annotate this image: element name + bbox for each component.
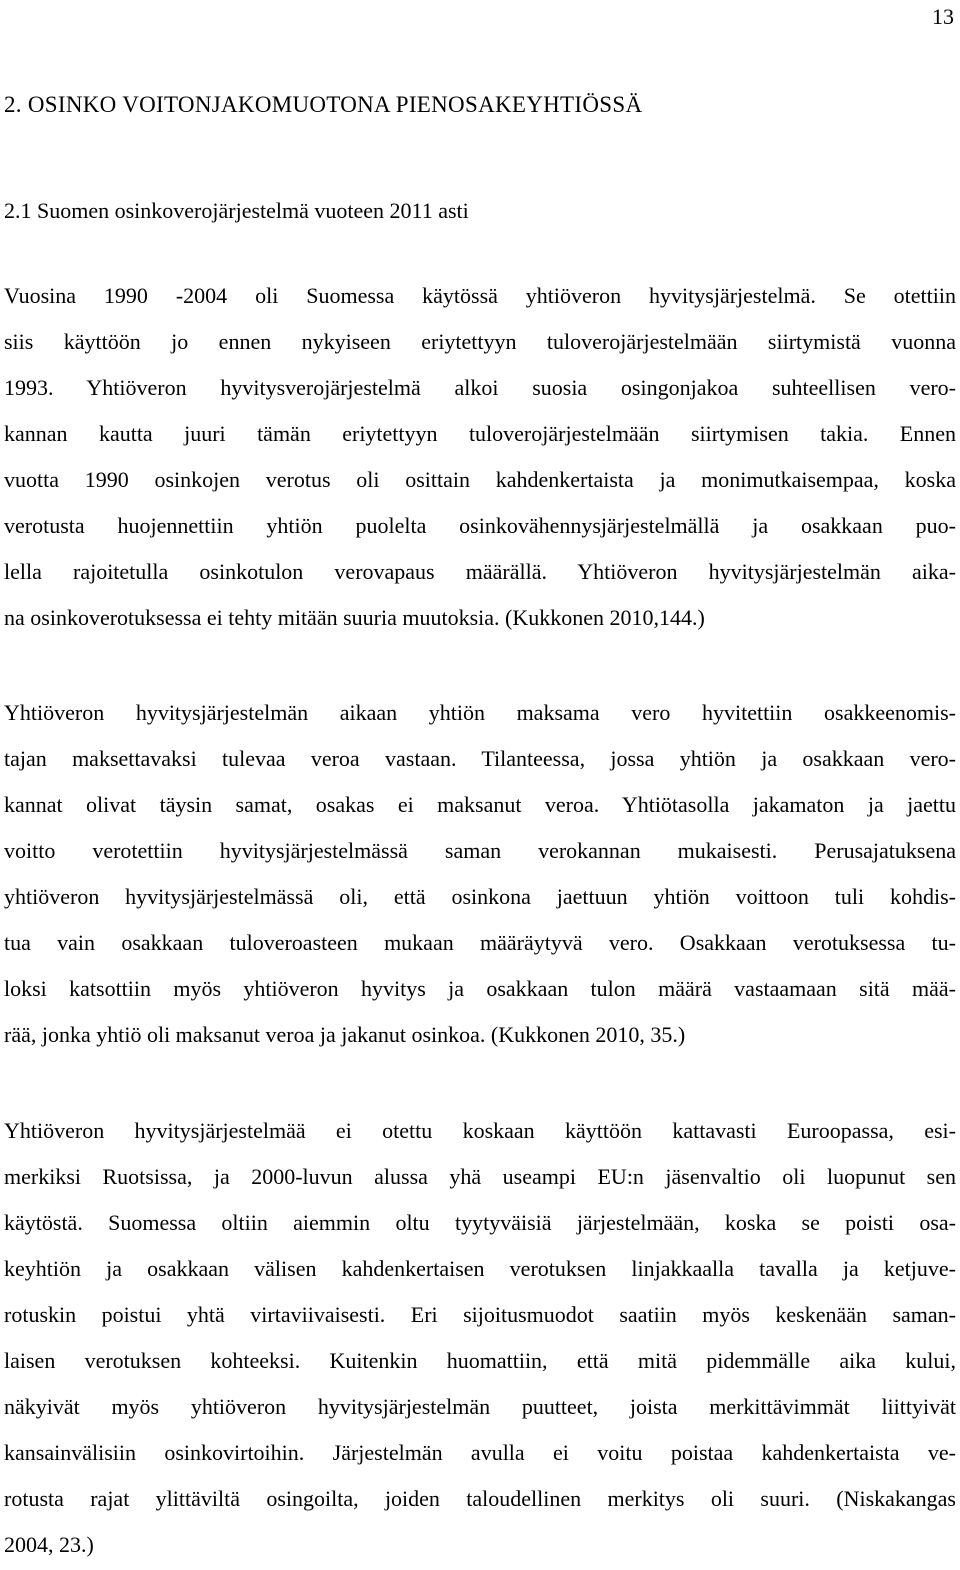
section-heading: 2.1 Suomen osinkoverojärjestelmä vuoteen 2011 asti	[4, 198, 469, 223]
paragraph-line: laisen verotuksen kohteeksi. Kuitenkin huomattiin, että mitä pidemmälle aika kului,	[4, 1348, 956, 1373]
paragraph-line: kansainvälisiin osinkovirtoihin. Järjestelmän avulla ei voitu poistaa kahdenkertaista ve-	[4, 1440, 956, 1465]
paragraph-line: näkyivät myös yhtiöveron hyvitysjärjestelmän puutteet, joista merkittävimmät liittyivät	[4, 1394, 956, 1419]
paragraph-line: vuotta 1990 osinkojen verotus oli osittain kahdenkertaista ja monimutkaisempaa, koska	[4, 467, 956, 492]
paragraph-line: lella rajoitetulla osinkotulon verovapaus määrällä. Yhtiöveron hyvitysjärjestelmän aika-	[4, 559, 956, 584]
paragraph-line: rotuskin poistui yhtä virtaviivaisesti. Eri sijoitusmuodot saatiin myös keskenään saman-	[4, 1302, 956, 1327]
paragraph-line: verotusta huojennettiin yhtiön puolelta osinkovähennysjärjestelmällä ja osakkaan puo-	[4, 513, 956, 538]
paragraph-line: rää, jonka yhtiö oli maksanut veroa ja jakanut osinkoa. (Kukkonen 2010, 35.)	[4, 1022, 686, 1047]
paragraph	[4, 1108, 956, 1568]
paragraph	[4, 273, 956, 641]
paragraph-line: Yhtiöveron hyvitysjärjestelmän aikaan yhtiön maksama vero hyvitettiin osakkeenomis-	[4, 700, 956, 725]
paragraph-line: keyhtiön ja osakkaan välisen kahdenkertaisen verotuksen linjakkaalla tavalla ja ketjuve-	[4, 1256, 956, 1281]
paragraph-line: na osinkoverotuksessa ei tehty mitään suuria muutoksia. (Kukkonen 2010,144.)	[4, 605, 705, 630]
paragraph-line: Vuosina 1990 -2004 oli Suomessa käytössä yhtiöveron hyvitysjärjestelmä. Se otettiin	[4, 283, 956, 308]
paragraph	[4, 690, 956, 1058]
paragraph-line: Yhtiöveron hyvitysjärjestelmää ei otettu koskaan käyttöön kattavasti Euroopassa, esi-	[4, 1118, 956, 1143]
chapter-heading: 2. OSINKO VOITONJAKOMUOTONA PIENOSAKEYHTIÖSSÄ	[4, 92, 643, 117]
paragraph-line: käytöstä. Suomessa oltiin aiemmin oltu tyytyväisiä järjestelmään, koska se poisti osa-	[4, 1210, 956, 1235]
paragraph-line: 1993. Yhtiöveron hyvitysverojärjestelmä alkoi suosia osingonjakoa suhteellisen vero-	[4, 375, 956, 400]
paragraph-line: yhtiöveron hyvitysjärjestelmässä oli, että osinkona jaettuun yhtiön voittoon tuli kohdis-	[4, 884, 956, 909]
paragraph-line: voitto verotettiin hyvitysjärjestelmässä saman verokannan mukaisesti. Perusajatuksena	[4, 838, 956, 863]
paragraph-line: merkiksi Ruotsissa, ja 2000-luvun alussa yhä useampi EU:n jäsenvaltio oli luopunut sen	[4, 1164, 956, 1189]
paragraph-line: kannan kautta juuri tämän eriytettyyn tuloverojärjestelmään siirtymisen takia. Ennen	[4, 421, 956, 446]
paragraph-line: rotusta rajat ylittäviltä osingoilta, joiden taloudellinen merkitys oli suuri. (Niskakangas	[4, 1486, 956, 1511]
page-number: 13	[932, 4, 954, 29]
paragraph-line: siis käyttöön jo ennen nykyiseen eriytettyyn tuloverojärjestelmään siirtymistä vuonna	[4, 329, 956, 354]
paragraph-line: loksi katsottiin myös yhtiöveron hyvitys ja osakkaan tulon määrä vastaamaan sitä mää-	[4, 976, 956, 1001]
paragraph-line: tua vain osakkaan tuloveroasteen mukaan määräytyvä vero. Osakkaan verotuksessa tu-	[4, 930, 956, 955]
paragraph-line: tajan maksettavaksi tulevaa veroa vastaan. Tilanteessa, jossa yhtiön ja osakkaan vero-	[4, 746, 956, 771]
paragraph-line: kannat olivat täysin samat, osakas ei maksanut veroa. Yhtiötasolla jakamaton ja jaettu	[4, 792, 956, 817]
paragraph-line: 2004, 23.)	[4, 1532, 94, 1557]
